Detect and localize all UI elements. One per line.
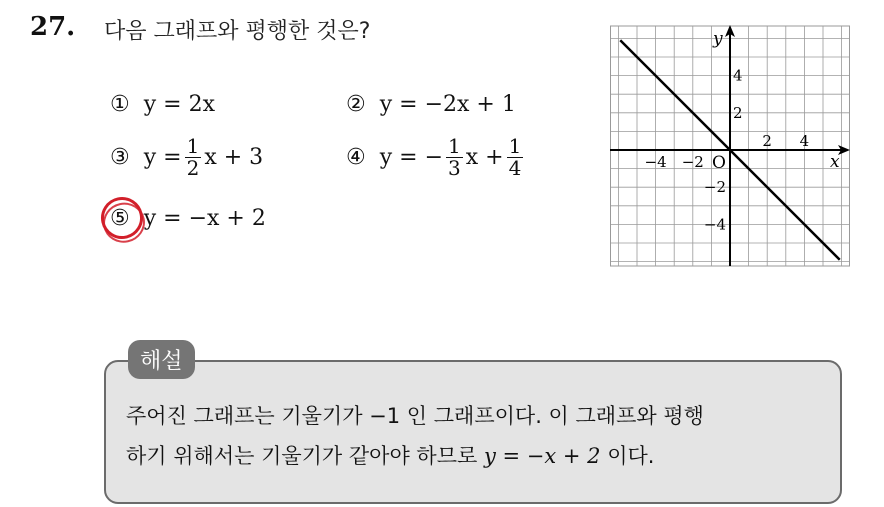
choice-number: ③ — [110, 145, 130, 170]
fraction — [185, 136, 202, 179]
fraction — [507, 136, 524, 179]
question-text: 다음 그래프와 평행한 것은? — [104, 19, 371, 44]
coordinate-graph — [610, 24, 852, 268]
y-tick-label: −2 — [703, 178, 726, 197]
choice-4[interactable] — [346, 136, 526, 179]
solution-tab-label: 해설 — [128, 340, 195, 379]
solution-line-2 — [126, 436, 836, 476]
fraction-denominator: 2 — [186, 156, 200, 180]
choice-number: ④ — [346, 145, 366, 170]
x-tick-label: 2 — [762, 132, 772, 150]
choice-1[interactable] — [110, 92, 215, 117]
choice-number: ② — [346, 92, 366, 117]
solution-line-2-math — [484, 444, 601, 468]
solution-line-1: 주어진 그래프는 기울기가 −1 인 그래프이다. 이 그래프와 평행 — [126, 404, 704, 428]
y-tick-label: 4 — [733, 66, 743, 85]
choice-3[interactable] — [110, 136, 263, 179]
choice-expression-mid: x + — [465, 145, 504, 170]
solution-line-2-text: 하기 위해서는 기울기가 같아야 하므로 — [126, 444, 478, 468]
choice-expression-prefix: y = − — [379, 145, 444, 170]
x-tick-label: 4 — [799, 132, 810, 150]
x-axis-label: x — [830, 152, 840, 172]
fraction-denominator: 4 — [508, 156, 522, 180]
choice-number: ⑤ — [110, 206, 130, 231]
choice-expression: y = 2x — [143, 92, 215, 117]
graph-axes — [610, 25, 850, 266]
solution-text — [126, 396, 836, 476]
question-number: 27. — [30, 12, 76, 42]
x-tick-label: −4 — [644, 153, 667, 171]
fraction-numerator: 1 — [508, 134, 522, 158]
fraction-numerator: 1 — [186, 134, 200, 158]
y-tick-label: −4 — [703, 215, 726, 234]
solution-math-expression: y = −x + 2 — [483, 444, 601, 468]
fraction-numerator: 1 — [448, 134, 461, 158]
choice-2[interactable] — [346, 92, 516, 117]
x-tick-label: −2 — [681, 153, 704, 171]
choice-expression: y = −x + 2 — [143, 206, 266, 231]
choice-expression: y = −2x + 1 — [379, 92, 516, 117]
choice-expression-prefix: y = — [143, 145, 182, 170]
y-axis-label: y — [713, 29, 723, 49]
origin-label: O — [712, 153, 726, 173]
solution-line-2-end: 이다. — [607, 444, 655, 468]
y-tick-label: 2 — [733, 103, 743, 122]
fraction — [446, 136, 463, 179]
fraction-denominator: 3 — [448, 156, 461, 180]
choice-number: ① — [110, 92, 130, 117]
choice-5[interactable] — [110, 206, 266, 231]
choice-expression-suffix: x + 3 — [204, 145, 264, 170]
